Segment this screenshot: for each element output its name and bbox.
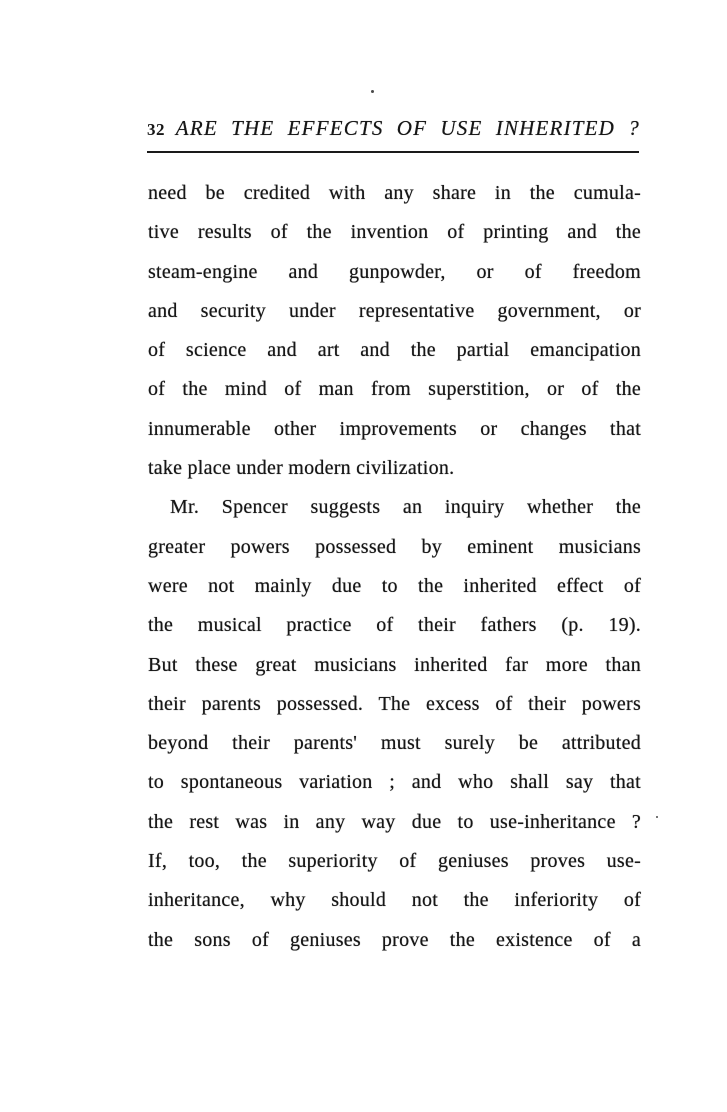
scan-speck — [371, 90, 374, 93]
text-line: innumerable other improvements or changes that — [148, 417, 641, 440]
text-line: Mr. Spencer suggests an inquiry whether the — [170, 496, 641, 519]
text-line: steam-engine and gunpowder, or of freedom — [148, 260, 641, 283]
text-line: their parents possessed. The excess of their powers — [148, 692, 641, 715]
text-line: beyond their parents' must surely be attributed — [148, 732, 641, 755]
scan-speck — [656, 816, 658, 818]
text-line: of science and art and the partial emancipation — [148, 339, 641, 362]
running-header-title: ARE THE EFFECTS OF USE INHERITED ? — [175, 116, 640, 140]
text-line: the sons of geniuses prove the existence of a — [148, 928, 641, 951]
text-line: and security under representative government, or — [148, 299, 641, 322]
running-header — [147, 114, 640, 142]
text-line: the rest was in any way due to use-inheritance ? — [148, 810, 641, 833]
text-line: to spontaneous variation ; and who shall say that — [148, 771, 641, 794]
text-line: But these great musicians inherited far more than — [148, 653, 641, 676]
text-line: of the mind of man from superstition, or of the — [148, 378, 641, 401]
text-line: take place under modern civilization. — [148, 457, 455, 480]
text-line: If, too, the superiority of geniuses proves use- — [148, 850, 641, 873]
text-line: the musical practice of their fathers (p. 19). — [148, 614, 641, 637]
text-line: tive results of the invention of printing and the — [148, 221, 641, 244]
header-rule — [147, 151, 639, 153]
text-line: greater powers possessed by eminent musicians — [148, 535, 641, 558]
text-line: were not mainly due to the inherited effect of — [148, 574, 641, 597]
body-text — [148, 174, 641, 960]
page-number: 32 — [147, 120, 165, 139]
text-line: inheritance, why should not the inferiority of — [148, 889, 641, 912]
text-line: need be credited with any share in the cumula- — [148, 182, 641, 204]
